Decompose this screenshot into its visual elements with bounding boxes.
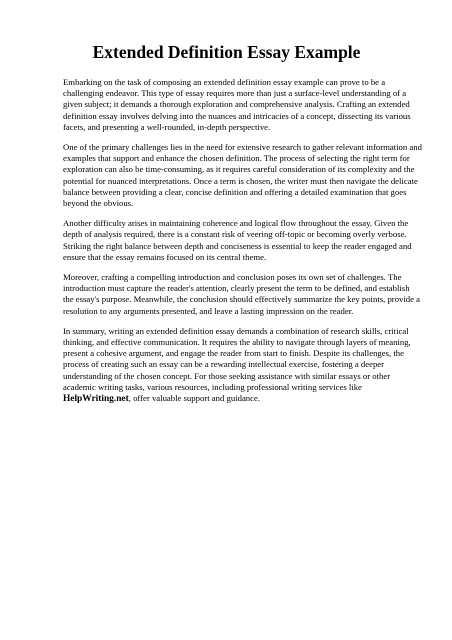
paragraph-4: Moreover, crafting a compelling introduction and conclusion poses its own set of challenges. The introduction must capture the reader's attention, clearly present the term to be defined, and establish the essay's purpose. Meanwhile, the conclusion should effectively summarize the key points, provide a resolution to any arguments presented, and leave a lasting impression on the reader.	[63, 272, 421, 316]
paragraph-5-text-after: , offer valuable support and guidance.	[128, 393, 261, 404]
paragraph-5	[63, 326, 422, 405]
helpwriting-link[interactable]: HelpWriting.net	[63, 394, 129, 405]
paragraph-2: One of the primary challenges lies in the need for extensive research to gather relevant information and examples that support and enhance the chosen definition. The process of selecting the right term for exploration can also be time-consuming, as it requires careful consideration of its complexity and the potential for nuanced interpretations. Once a term is chosen, the writer must then navigate the delicate balance between providing a clear, concise definition and offering a detailed examination that goes beyond the obvious.	[63, 142, 422, 209]
paragraph-5-text-before: In summary, writing an extended definition essay demands a combination of research skills, critical thinking, and effective communication. It requires the ability to navigate through layers of meaning, present a cohesive argument, and engage the reader from start to finish. Despite its challenges, the process of creating such an essay can be a rewarding intellectual exercise, fostering a deeper understanding of the chosen concept. For those seeking assistance with similar essays or other academic writing tasks, various resources, including professional writing services like	[63, 325, 411, 392]
paragraph-1: Embarking on the task of composing an extended definition essay example can prove to be a challenging endeavor. This type of essay requires more than just a surface-level understanding of a given subject; it demands a thorough exploration and comprehensive analysis. Crafting an extended definition essay involves delving into the nuances and intricacies of a concept, dissecting its various facets, and presenting a well-rounded, in-depth perspective.	[63, 77, 411, 132]
document-title: Extended Definition Essay Example	[92, 42, 361, 62]
paragraph-3: Another difficulty arises in maintaining coherence and logical flow throughout the essay. Given the depth of analysis required, there is a constant risk of veering off-topic or becoming overly verbose. Striking the right balance between depth and conciseness is essential to keep the reader engaged and ensure that the essay remains focused on its central theme.	[63, 218, 412, 262]
